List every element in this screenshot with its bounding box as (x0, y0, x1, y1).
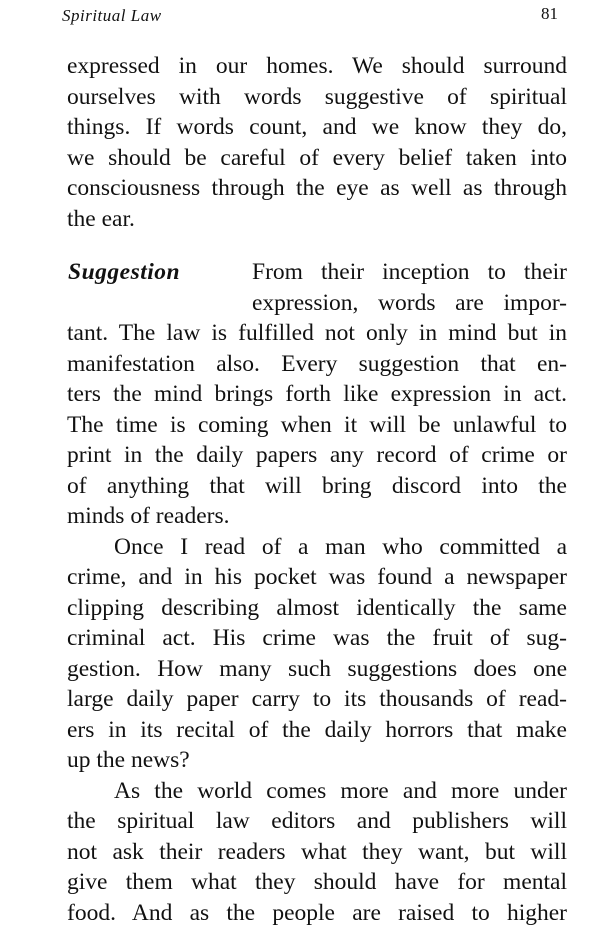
text-line: expressed in our homes. We should surround (67, 53, 567, 79)
text-line: the spiritual law editors and publishers will (67, 808, 567, 834)
text-line: manifestation also. Every suggestion that en- (67, 350, 567, 377)
text-line: minds of readers. (67, 503, 230, 529)
running-head: Spiritual Law (62, 6, 162, 25)
text-line: food. And as the people are raised to higher (67, 899, 567, 926)
text-line: tant. The law is fulfilled not only in mind but in (67, 320, 567, 346)
text-line: print in the daily papers any record of crime or (67, 442, 567, 468)
text-line: things. If words count, and we know they do, (67, 114, 567, 140)
text-line: gestion. How many such suggestions does one (67, 655, 567, 682)
text-line: ourselves with words suggestive of spiritual (67, 83, 567, 110)
text-line: criminal act. His crime was the fruit of sug- (67, 625, 567, 651)
text-line: large daily paper carry to its thousands of read- (67, 686, 567, 712)
section-heading: Suggestion (68, 259, 181, 285)
section-body (67, 257, 567, 928)
text-line: we should be careful of every belief taken into (67, 144, 567, 171)
text-line: The time is coming when it will be unlawful to (67, 411, 567, 438)
text-line: up the news? (67, 747, 190, 773)
text-line: expression, words are impor- (252, 289, 567, 316)
text-line: crime, and in his pocket was found a newspaper (67, 564, 567, 590)
text-line: of anything that will bring discord into the (67, 472, 567, 499)
text-line: not ask their readers what they want, but will (67, 838, 567, 865)
text-line: Once I read of a man who committed a (114, 533, 567, 560)
text-line: give them what they should have for mental (67, 869, 567, 895)
text-line: ters the mind brings forth like expression in act. (67, 381, 567, 407)
text-line: consciousness through the eye as well as through (67, 175, 567, 201)
page-number: 81 (541, 4, 558, 23)
text-line: As the world comes more and more under (114, 777, 567, 804)
text-line: From their inception to their (252, 259, 567, 285)
text-line: clipping describing almost identically the same (67, 594, 567, 621)
text-line: the ear. (67, 205, 135, 232)
text-line: ers in its recital of the daily horrors that make (67, 716, 567, 743)
paragraph-one (67, 51, 567, 234)
